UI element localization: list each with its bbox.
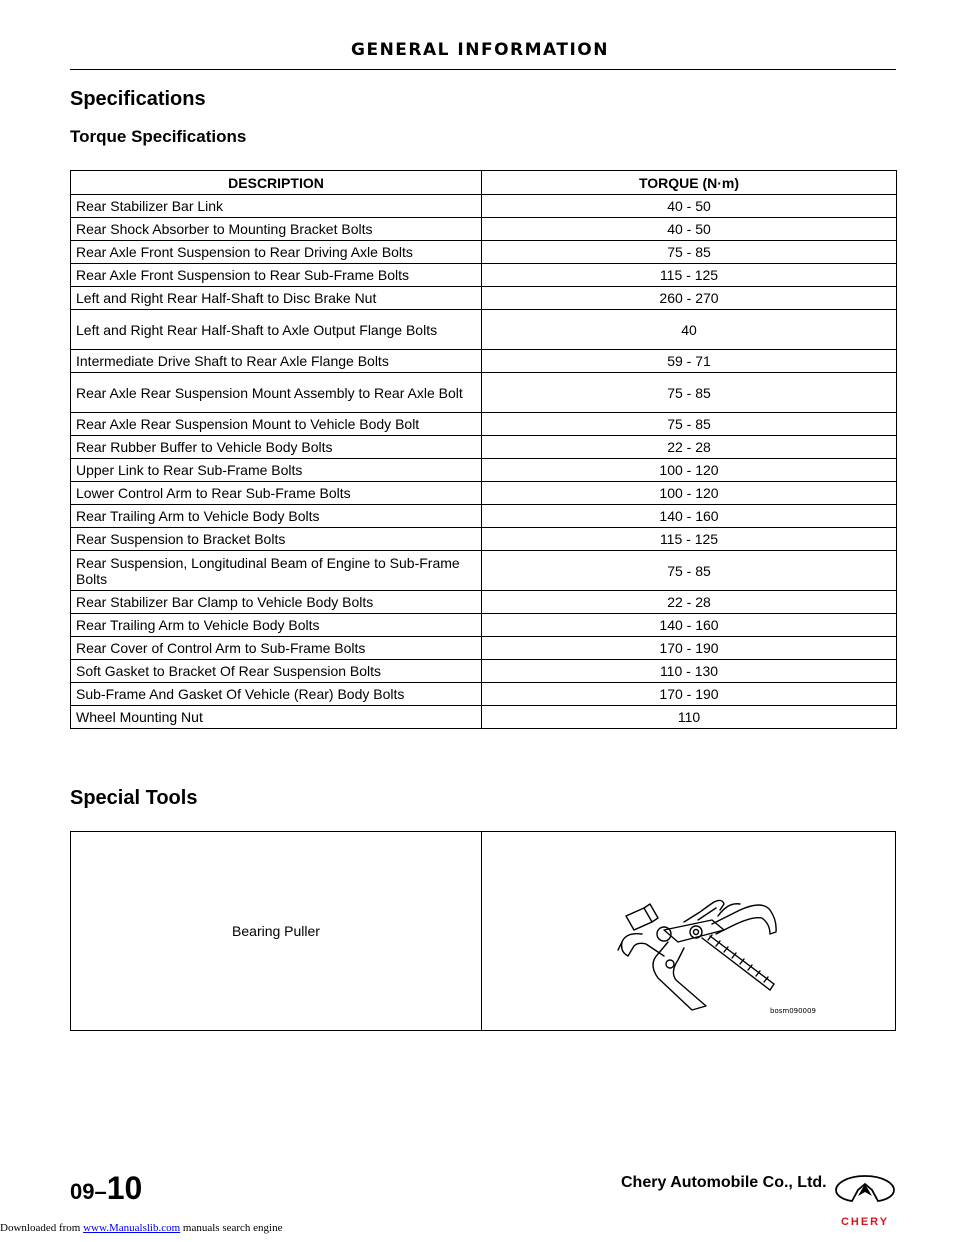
row-torque-value: 110 bbox=[482, 706, 897, 729]
section-title: Specifications bbox=[70, 88, 206, 110]
torque-specifications-table bbox=[70, 170, 897, 729]
row-torque-value: 100 - 120 bbox=[482, 482, 897, 505]
column-header-torque: TORQUE (N·m) bbox=[482, 171, 897, 195]
chery-logo-icon bbox=[834, 1170, 896, 1214]
row-description: Rear Axle Front Suspension to Rear Sub-Frame Bolts bbox=[71, 264, 482, 287]
row-torque-value: 140 - 160 bbox=[482, 614, 897, 637]
table-row bbox=[71, 287, 897, 310]
page-number bbox=[70, 1170, 142, 1207]
download-footer bbox=[0, 1222, 282, 1234]
table-row bbox=[71, 264, 897, 287]
image-code: bosm090009 bbox=[770, 1007, 816, 1015]
table-row bbox=[71, 591, 897, 614]
row-description: Lower Control Arm to Rear Sub-Frame Bolts bbox=[71, 482, 482, 505]
row-torque-value: 75 - 85 bbox=[482, 413, 897, 436]
row-description: Left and Right Rear Half-Shaft to Axle Output Flange Bolts bbox=[71, 310, 482, 350]
row-description: Upper Link to Rear Sub-Frame Bolts bbox=[71, 459, 482, 482]
table-row bbox=[71, 660, 897, 683]
row-description: Rear Axle Rear Suspension Mount Assembly to Rear Axle Bolt bbox=[71, 373, 482, 413]
row-description: Rear Trailing Arm to Vehicle Body Bolts bbox=[71, 505, 482, 528]
row-torque-value: 100 - 120 bbox=[482, 459, 897, 482]
row-torque-value: 40 - 50 bbox=[482, 195, 897, 218]
table-row bbox=[71, 614, 897, 637]
tool-name-cell bbox=[71, 832, 482, 1030]
row-torque-value: 140 - 160 bbox=[482, 505, 897, 528]
row-description: Rear Axle Front Suspension to Rear Driving Axle Bolts bbox=[71, 241, 482, 264]
table-row bbox=[71, 505, 897, 528]
row-description: Intermediate Drive Shaft to Rear Axle Flange Bolts bbox=[71, 350, 482, 373]
table-row bbox=[71, 551, 897, 591]
table-body bbox=[71, 195, 897, 729]
table-row bbox=[71, 195, 897, 218]
subsection-title: Torque Specifications bbox=[70, 127, 247, 146]
row-description: Rear Cover of Control Arm to Sub-Frame Bolts bbox=[71, 637, 482, 660]
column-header-description: DESCRIPTION bbox=[71, 171, 482, 195]
row-description: Rear Stabilizer Bar Clamp to Vehicle Body Bolts bbox=[71, 591, 482, 614]
table-row bbox=[71, 436, 897, 459]
row-description: Soft Gasket to Bracket Of Rear Suspension Bolts bbox=[71, 660, 482, 683]
row-torque-value: 75 - 85 bbox=[482, 551, 897, 591]
row-torque-value: 40 bbox=[482, 310, 897, 350]
row-description: Rear Stabilizer Bar Link bbox=[71, 195, 482, 218]
tool-image-cell bbox=[482, 832, 895, 1030]
row-torque-value: 40 - 50 bbox=[482, 218, 897, 241]
page-section: 09– bbox=[70, 1179, 107, 1204]
table-row bbox=[71, 706, 897, 729]
row-torque-value: 22 - 28 bbox=[482, 436, 897, 459]
table-row bbox=[71, 241, 897, 264]
table-row bbox=[71, 683, 897, 706]
page-number-value: 10 bbox=[106, 1170, 143, 1206]
table-row bbox=[71, 459, 897, 482]
logo-text: CHERY bbox=[840, 1216, 890, 1228]
download-prefix: Downloaded from bbox=[0, 1222, 81, 1234]
download-suffix: manuals search engine bbox=[182, 1222, 283, 1234]
row-torque-value: 170 - 190 bbox=[482, 637, 897, 660]
row-torque-value: 260 - 270 bbox=[482, 287, 897, 310]
manualslib-link[interactable]: www.Manualslib.com bbox=[83, 1222, 181, 1234]
row-torque-value: 22 - 28 bbox=[482, 591, 897, 614]
table-row bbox=[71, 413, 897, 436]
row-torque-value: 75 - 85 bbox=[482, 373, 897, 413]
row-description: Rear Shock Absorber to Mounting Bracket Bolts bbox=[71, 218, 482, 241]
row-description: Rear Suspension to Bracket Bolts bbox=[71, 528, 482, 551]
row-description: Sub-Frame And Gasket Of Vehicle (Rear) Body Bolts bbox=[71, 683, 482, 706]
row-description: Rear Trailing Arm to Vehicle Body Bolts bbox=[71, 614, 482, 637]
page-header-title: GENERAL INFORMATION bbox=[351, 40, 609, 60]
table-header-row bbox=[71, 171, 897, 195]
row-description: Rear Axle Rear Suspension Mount to Vehicle Body Bolt bbox=[71, 413, 482, 436]
table-row bbox=[71, 218, 897, 241]
row-torque-value: 59 - 71 bbox=[482, 350, 897, 373]
table-row bbox=[71, 528, 897, 551]
table-row bbox=[71, 482, 897, 505]
company-name: Chery Automobile Co., Ltd. bbox=[621, 1174, 827, 1191]
row-torque-value: 115 - 125 bbox=[482, 264, 897, 287]
row-description: Rear Suspension, Longitudinal Beam of Engine to Sub-Frame Bolts bbox=[71, 551, 482, 591]
special-tools-table bbox=[70, 831, 896, 1031]
bearing-puller-illustration bbox=[612, 894, 792, 1014]
special-tools-title: Special Tools bbox=[70, 787, 198, 809]
row-description: Wheel Mounting Nut bbox=[71, 706, 482, 729]
row-description: Rear Rubber Buffer to Vehicle Body Bolts bbox=[71, 436, 482, 459]
row-torque-value: 110 - 130 bbox=[482, 660, 897, 683]
header-rule bbox=[70, 69, 896, 70]
tool-name: Bearing Puller bbox=[232, 923, 320, 939]
row-torque-value: 75 - 85 bbox=[482, 241, 897, 264]
table-row bbox=[71, 310, 897, 350]
table-row bbox=[71, 637, 897, 660]
row-torque-value: 170 - 190 bbox=[482, 683, 897, 706]
row-description: Left and Right Rear Half-Shaft to Disc Brake Nut bbox=[71, 287, 482, 310]
table-row bbox=[71, 350, 897, 373]
row-torque-value: 115 - 125 bbox=[482, 528, 897, 551]
table-row bbox=[71, 373, 897, 413]
